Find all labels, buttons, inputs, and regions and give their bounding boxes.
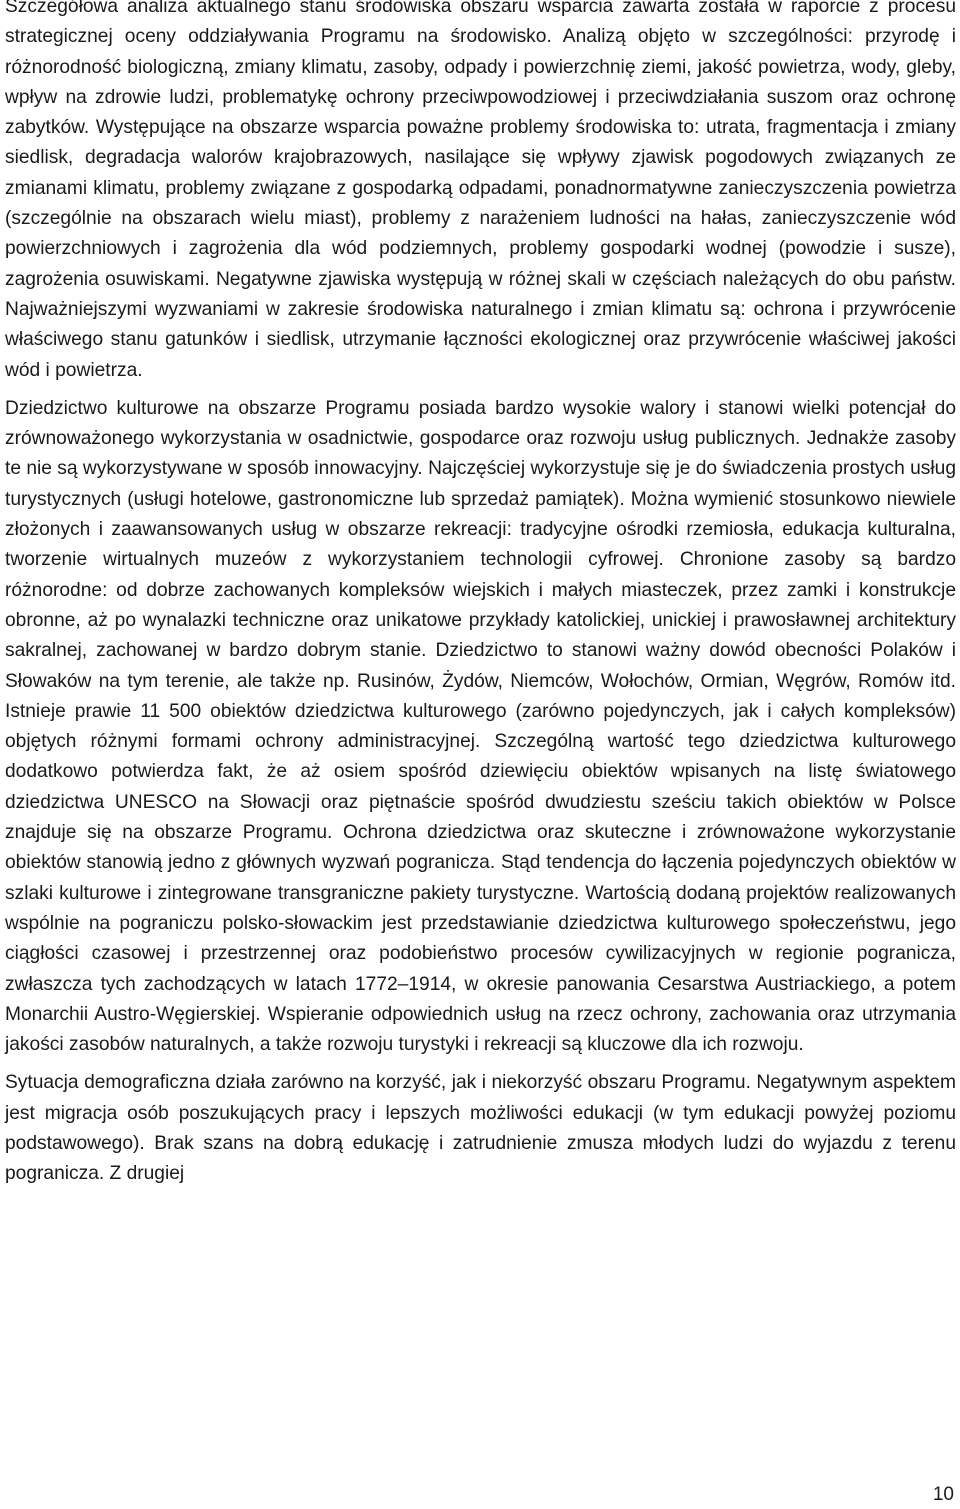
paragraph-cultural-heritage: Dziedzictwo kulturowe na obszarze Programu posiada bardzo wysokie walory i stanowi wielki potencjał do zrównoważonego wykorzystania w osadnictwie, gospodarce oraz rozwoju usług publicznych. Jednakże zasoby te nie są wykorzystywane w sposób innowacyjny. Najczęściej wykorzystuje się je do świadczenia prostych usług turystycznych (usługi hotelowe, gastronomiczne lub sprzedaż pamiątek). Można wymienić stosunkowo niewiele złożonych i zaawansowanych usług w obszarze rekreacji: tradycyjne ośrodki rzemiosła, edukacja kulturalna, tworzenie wirtualnych muzeów z wykorzystaniem technologii cyfrowej. Chronione zasoby są bardzo różnorodne: od dobrze zachowanych kompleksów wiejskich i małych miasteczek, przez zamki i konstrukcje obronne, aż po wynalazki techniczne oraz unikatowe przykłady katolickiej, unickiej i prawosławnej architektury sakralnej, zachowanej w bardzo dobrym stanie. Dziedzictwo to stanowi ważny dowód obecności Polaków i Słowaków na tym terenie, ale także np. Rusinów, Żydów, Niemców, Wołochów, Ormian, Węgrów, Romów itd. Istnieje prawie 11 500 obiektów dziedzictwa kulturowego (zarówno pojedynczych, jak i całych kompleksów) objętych różnymi formami ochrony administracyjnej. Szczególną wartość tego dziedzictwa kulturowego dodatkowo potwierdza fakt, że aż osiem spośród dziewięciu obiektów wpisanych na listę światowego dziedzictwa UNESCO na Słowacji oraz piętnaście spośród dwudziestu sześciu takich obiektów w Polsce znajduje się na obszarze Programu. Ochrona dziedzictwa oraz skuteczne i zrównoważone wykorzystanie obiektów stanowią jedno z głównych wyzwań pogranicza. Stąd tendencja do łączenia pojedynczych obiektów w szlaki kulturowe i zintegrowane transgraniczne pakiety turystyczne. Wartością dodaną projektów realizowanych wspólnie na pograniczu polsko-słowackim jest przedstawianie dziedzictwa kulturowego społeczeństwu, jego ciągłości czasowej i przestrzennej oraz podobieństwo procesów cywilizacyjnych w regionie pogranicza, zwłaszcza tych zachodzących w latach 1772–1914, w okresie panowania Cesarstwa Austriackiego, a potem Monarchii Austro-Węgierskiej. Wspieranie odpowiednich usług na rzecz ochrony, zachowania oraz utrzymania jakości zasobów naturalnych, a także rozwoju turystyki i rekreacji są kluczowe dla ich rozwoju. [5, 397, 956, 1056]
paragraph-environment: Szczegółowa analiza aktualnego stanu środowiska obszaru wsparcia zawarta została w raporcie z procesu strategicznej oceny oddziaływania Programu na środowisko. Analizą objęto w szczególności: przyrodę i różnorodność biologiczną, zmiany klimatu, zasoby, odpady i powierzchnię ziemi, jakość powietrza, wody, gleby, wpływ na zdrowie ludzi, problematykę ochrony przeciwpowodziowej i przeciwdziałania suszom oraz ochronę zabytków. Występujące na obszarze wsparcia poważne problemy środowiska to: utrata, fragmentacja i zmiany siedlisk, degradacja walorów krajobrazowych, nasilające się wpływy zjawisk pogodowych związanych ze zmianami klimatu, problemy związane z gospodarką odpadami, ponadnormatywne zanieczyszczenia powietrza (szczególnie na obszarach wielu miast), problemy z narażeniem ludności na hałas, zanieczyszczenie wód powierzchniowych i zagrożenia dla wód podziemnych, problemy gospodarki wodnej (powodzie i susze), zagrożenia osuwiskami. Negatywne zjawiska występują w różnej skali w częściach należących do obu państw. Najważniejszymi wyzwaniami w zakresie środowiska naturalnego i zmian klimatu są: ochrona i przywrócenie właściwego stanu gatunków i siedlisk, utrzymanie łączności ekologicznej oraz przywrócenie właściwej jakości wód i powietrza. [5, 0, 956, 381]
page-number: 10 [932, 1484, 954, 1505]
paragraph-demography: Sytuacja demograficzna działa zarówno na korzyść, jak i niekorzyść obszaru Programu. Negatywnym aspektem jest migracja osób poszukujących pracy i lepszych możliwości edukacji (w tym edukacji powyżej poziomu podstawowego). Brak szans na dobrą edukację i zatrudnienie zmusza młodych ludzi do wyjazdu z terenu pogranicza. Z drugiej [5, 1072, 956, 1185]
